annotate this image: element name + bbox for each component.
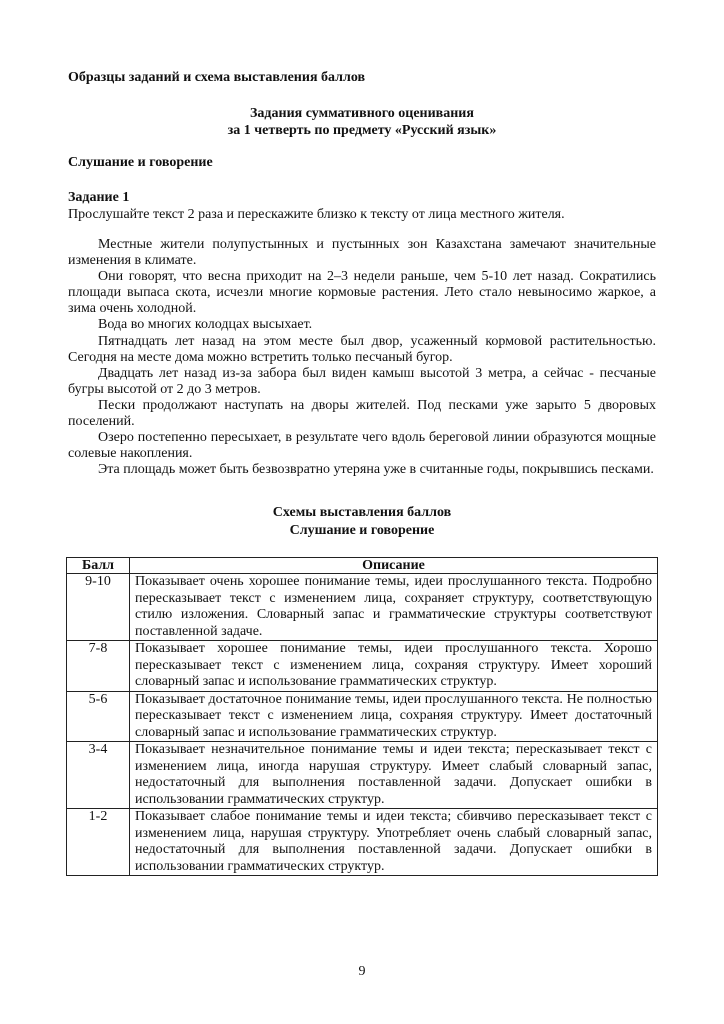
table-header-row: [67, 558, 658, 574]
description-cell: Показывает достаточное понимание темы, идеи прослушанного текста. Не полностью пересказывает текст с изменением лица, сохраняя структуру. Имеет достаточный словарный запас и использование грамматических структур.: [130, 691, 658, 742]
text-paragraph: Местные жители полупустынных и пустынных зон Казахстана замечают значительные изменения в климате.: [68, 237, 656, 269]
scheme-title-line2: Слушание и говорение: [289, 523, 435, 538]
listening-text: [68, 237, 656, 478]
description-cell: Показывает слабое понимание темы и идеи текста; сбивчиво пересказывает текст с изменением лица, нарушая структуру. Употребляет очень слабый словарный запас, недостаточный для выполнения поставленной задачи. Допускает ошибки в использовании грамматических структур.: [130, 809, 658, 876]
text-paragraph: Эта площадь может быть безвозвратно утеряна уже в считанные годы, покрывшись песками.: [98, 462, 654, 478]
table-row: [67, 742, 658, 809]
description-cell: Показывает хорошее понимание темы, идеи прослушанного текста. Хорошо пересказывает текст с изменением лица, сохраняя структуру. Имеет хороший словарный запас и использование грамматических структур.: [130, 641, 658, 692]
score-cell: 5-6: [67, 691, 130, 742]
table-row: [67, 691, 658, 742]
score-cell: 9-10: [67, 574, 130, 641]
text-paragraph: Двадцать лет назад из-за забора был виден камыш высотой 3 метра, а сейчас - песчаные бугры высотой от 2 до 3 метров.: [68, 365, 656, 397]
table-row: [67, 641, 658, 692]
scheme-title-line1: Схемы выставления баллов: [272, 505, 452, 520]
description-cell: Показывает незначительное понимание темы и идеи текста; пересказывает текст с изменением лица, иногда нарушая структуру. Имеет слабый словарный запас, недостаточный для выполнения поставленной задачи. Допускает ошибки в использовании грамматических структур.: [130, 742, 658, 809]
scoring-table: [66, 557, 658, 876]
top-title: Образцы заданий и схема выставления баллов: [68, 70, 366, 85]
text-paragraph: Они говорят, что весна приходит на 2–3 недели раньше, чем 5-10 лет назад. Сократились площади выпаса скота, исчезли многие кормовые растения. Лето стало невыносимо жаркое, а зима очень холодной.: [68, 269, 656, 317]
score-cell: 7-8: [67, 641, 130, 692]
table-row: [67, 574, 658, 641]
score-cell: 1-2: [67, 809, 130, 876]
page-number: 9: [358, 964, 366, 979]
text-paragraph: Озеро постепенно пересыхает, в результате чего вдоль береговой линии образуются мощные солевые накопления.: [68, 430, 656, 462]
column-header-description: Описание: [130, 558, 658, 574]
task-instruction: Прослушайте текст 2 раза и перескажите близко к тексту от лица местного жителя.: [68, 207, 565, 222]
text-paragraph: Вода во многих колодцах высыхает.: [98, 317, 313, 333]
task-label: Задание 1: [68, 190, 130, 205]
text-paragraph: Пятнадцать лет назад на этом месте был двор, усаженный кормовой растительностью. Сегодня на месте дома можно встретить только песчаный бугор.: [68, 333, 656, 365]
text-paragraph: Пески продолжают наступать на дворы жителей. Под песками уже зарыто 5 дворовых поселений.: [68, 397, 656, 430]
column-header-score: Балл: [67, 558, 130, 574]
description-cell: Показывает очень хорошее понимание темы, идеи прослушанного текста. Подробно пересказывает текст с изменением лица, сохраняет структуру, соответствующую стилю изложения. Словарный запас и грамматические структуры соответствуют поставленной задаче.: [130, 574, 658, 641]
score-cell: 3-4: [67, 742, 130, 809]
assessment-title-line1: Задания суммативного оценивания: [250, 106, 474, 121]
table-row: [67, 809, 658, 876]
assessment-title-line2: за 1 четверть по предмету «Русский язык»: [227, 123, 497, 138]
section-heading: Слушание и говорение: [68, 155, 213, 170]
